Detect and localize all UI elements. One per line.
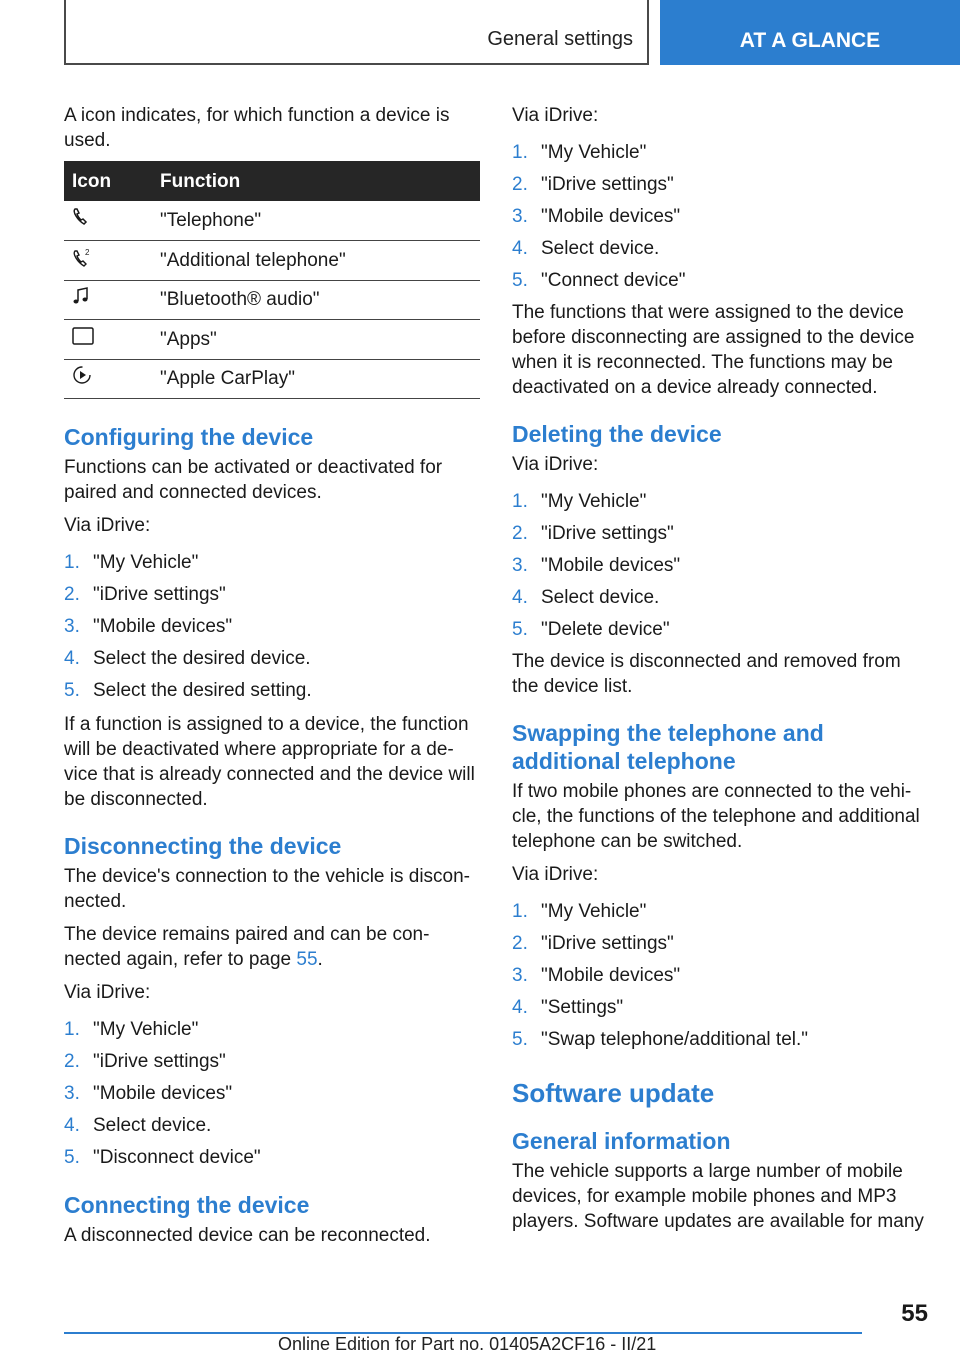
table-row: [64, 241, 480, 281]
page-number: 55: [901, 1300, 928, 1327]
list-item: 2. "iDrive settings": [64, 584, 226, 605]
software-text: The vehicle supports a large number of mobile devices, for example mobile phones and MP3 players. Software updates are available for many: [512, 1161, 924, 1232]
deleting-via: Via iDrive:: [512, 454, 599, 475]
icon-function-table: [64, 161, 480, 399]
list-item: 2. "iDrive settings": [512, 174, 674, 195]
right-column: [512, 103, 930, 1242]
list-item: 4. Select the desired device.: [64, 648, 311, 669]
list-item: 4. Select device.: [512, 238, 660, 259]
swapping-steps: [512, 899, 930, 1059]
configuring-heading: Configuring the device: [64, 424, 314, 450]
footer-edition: Online Edition for Part no. 01405A2CF16 - II/21: [278, 1334, 657, 1354]
table-row: [64, 359, 480, 399]
swapping-heading: Swapping the telephone and additional telephone: [512, 720, 824, 774]
list-item: 2. "iDrive settings": [64, 1051, 226, 1072]
deleting-heading: Deleting the device: [512, 421, 722, 447]
table-header-icon: Icon: [64, 161, 152, 201]
list-item: 3. "Mobile devices": [512, 206, 681, 227]
list-item: 5. "Connect device": [512, 270, 686, 291]
disconnecting-via: Via iDrive:: [64, 982, 151, 1003]
list-item: 3. "Mobile devices": [64, 1083, 233, 1104]
software-update-heading: Software update: [512, 1078, 715, 1108]
list-item: 3. "Mobile devices": [512, 555, 681, 576]
list-item: 3. "Mobile devices": [64, 616, 233, 637]
svg-text:2: 2: [85, 247, 90, 257]
deleting-note: The device is disconnected and removed from the device list.: [512, 651, 901, 697]
table-row: [64, 320, 480, 360]
disconnecting-heading: Disconnecting the device: [64, 833, 342, 859]
header-chapter-tab[interactable]: [660, 0, 960, 65]
table-cell-function: "Apple CarPlay": [152, 359, 480, 399]
list-item: 1. "My Vehicle": [64, 552, 199, 573]
left-column: [64, 103, 482, 1256]
list-item: 5. "Swap telephone/additional tel.": [512, 1029, 809, 1050]
list-item: 5. "Delete device": [512, 619, 670, 640]
list-item: 1. "My Vehicle": [64, 1019, 199, 1040]
connecting-steps: [512, 140, 930, 300]
list-item: 4. "Settings": [512, 997, 624, 1018]
carplay-icon: [72, 365, 92, 385]
configuring-steps: [64, 550, 482, 710]
deleting-steps: [512, 489, 930, 649]
list-item: 2. "iDrive settings": [512, 523, 674, 544]
header-section-title: General settings: [487, 28, 633, 50]
table-cell-function: "Telephone": [152, 201, 480, 241]
swapping-text: If two mobile phones are connected to the vehi-cle, the functions of the telephone and additional telephone can be switched.: [512, 781, 920, 852]
intro-text: A icon indicates, for which function a device is used.: [64, 105, 450, 151]
list-item: 1. "My Vehicle": [512, 491, 647, 512]
header-box: [64, 0, 649, 65]
table-row: [64, 201, 480, 241]
general-information-heading: General information: [512, 1128, 731, 1154]
swapping-via: Via iDrive:: [512, 864, 599, 885]
connecting-note: The functions that were assigned to the device before disconnecting are assigned to the device when it is reconnected. The functions may be deactivated on a device already connected.: [512, 302, 915, 398]
table-cell-function: "Apps": [152, 320, 480, 360]
list-item: 5. Select the desired setting.: [64, 680, 312, 701]
chapter-tab-label: AT A GLANCE: [739, 29, 881, 52]
table-header-row: [64, 161, 480, 201]
table-row: [64, 280, 480, 320]
list-item: 3. "Mobile devices": [512, 965, 681, 986]
disconnecting-text-2: The device remains paired and can be con-nected again, refer to page 55.: [64, 924, 430, 970]
list-item: 1. "My Vehicle": [512, 901, 647, 922]
list-item: 5. "Disconnect device": [64, 1147, 261, 1168]
disconnecting-text: The device's connection to the vehicle is discon-nected.: [64, 866, 471, 912]
table-cell-function: "Bluetooth® audio": [152, 280, 480, 320]
page-reference-link[interactable]: 55: [296, 949, 318, 970]
telephone-icon: [72, 208, 88, 226]
configuring-text: Functions can be activated or deactivated for paired and connected devices.: [64, 457, 443, 503]
list-item: 2. "iDrive settings": [512, 933, 674, 954]
table-header-function: Function: [152, 161, 480, 201]
connecting-text: A disconnected device can be reconnected.: [64, 1225, 431, 1246]
connecting-via: Via iDrive:: [512, 105, 599, 126]
disconnecting-steps: [64, 1017, 482, 1177]
list-item: 1. "My Vehicle": [512, 142, 647, 163]
additional-telephone-icon: [72, 247, 92, 267]
list-item: 4. Select device.: [512, 587, 660, 608]
apps-icon: [72, 327, 94, 345]
configuring-via: Via iDrive:: [64, 515, 151, 536]
connecting-heading: Connecting the device: [64, 1192, 310, 1218]
table-cell-function: "Additional telephone": [152, 241, 480, 281]
music-note-icon: [72, 287, 90, 305]
list-item: 4. Select device.: [64, 1115, 212, 1136]
configuring-note: If a function is assigned to a device, the function will be deactivated where appropriate for a de-vice that is already connected and the device will be disconnected.: [64, 714, 475, 810]
